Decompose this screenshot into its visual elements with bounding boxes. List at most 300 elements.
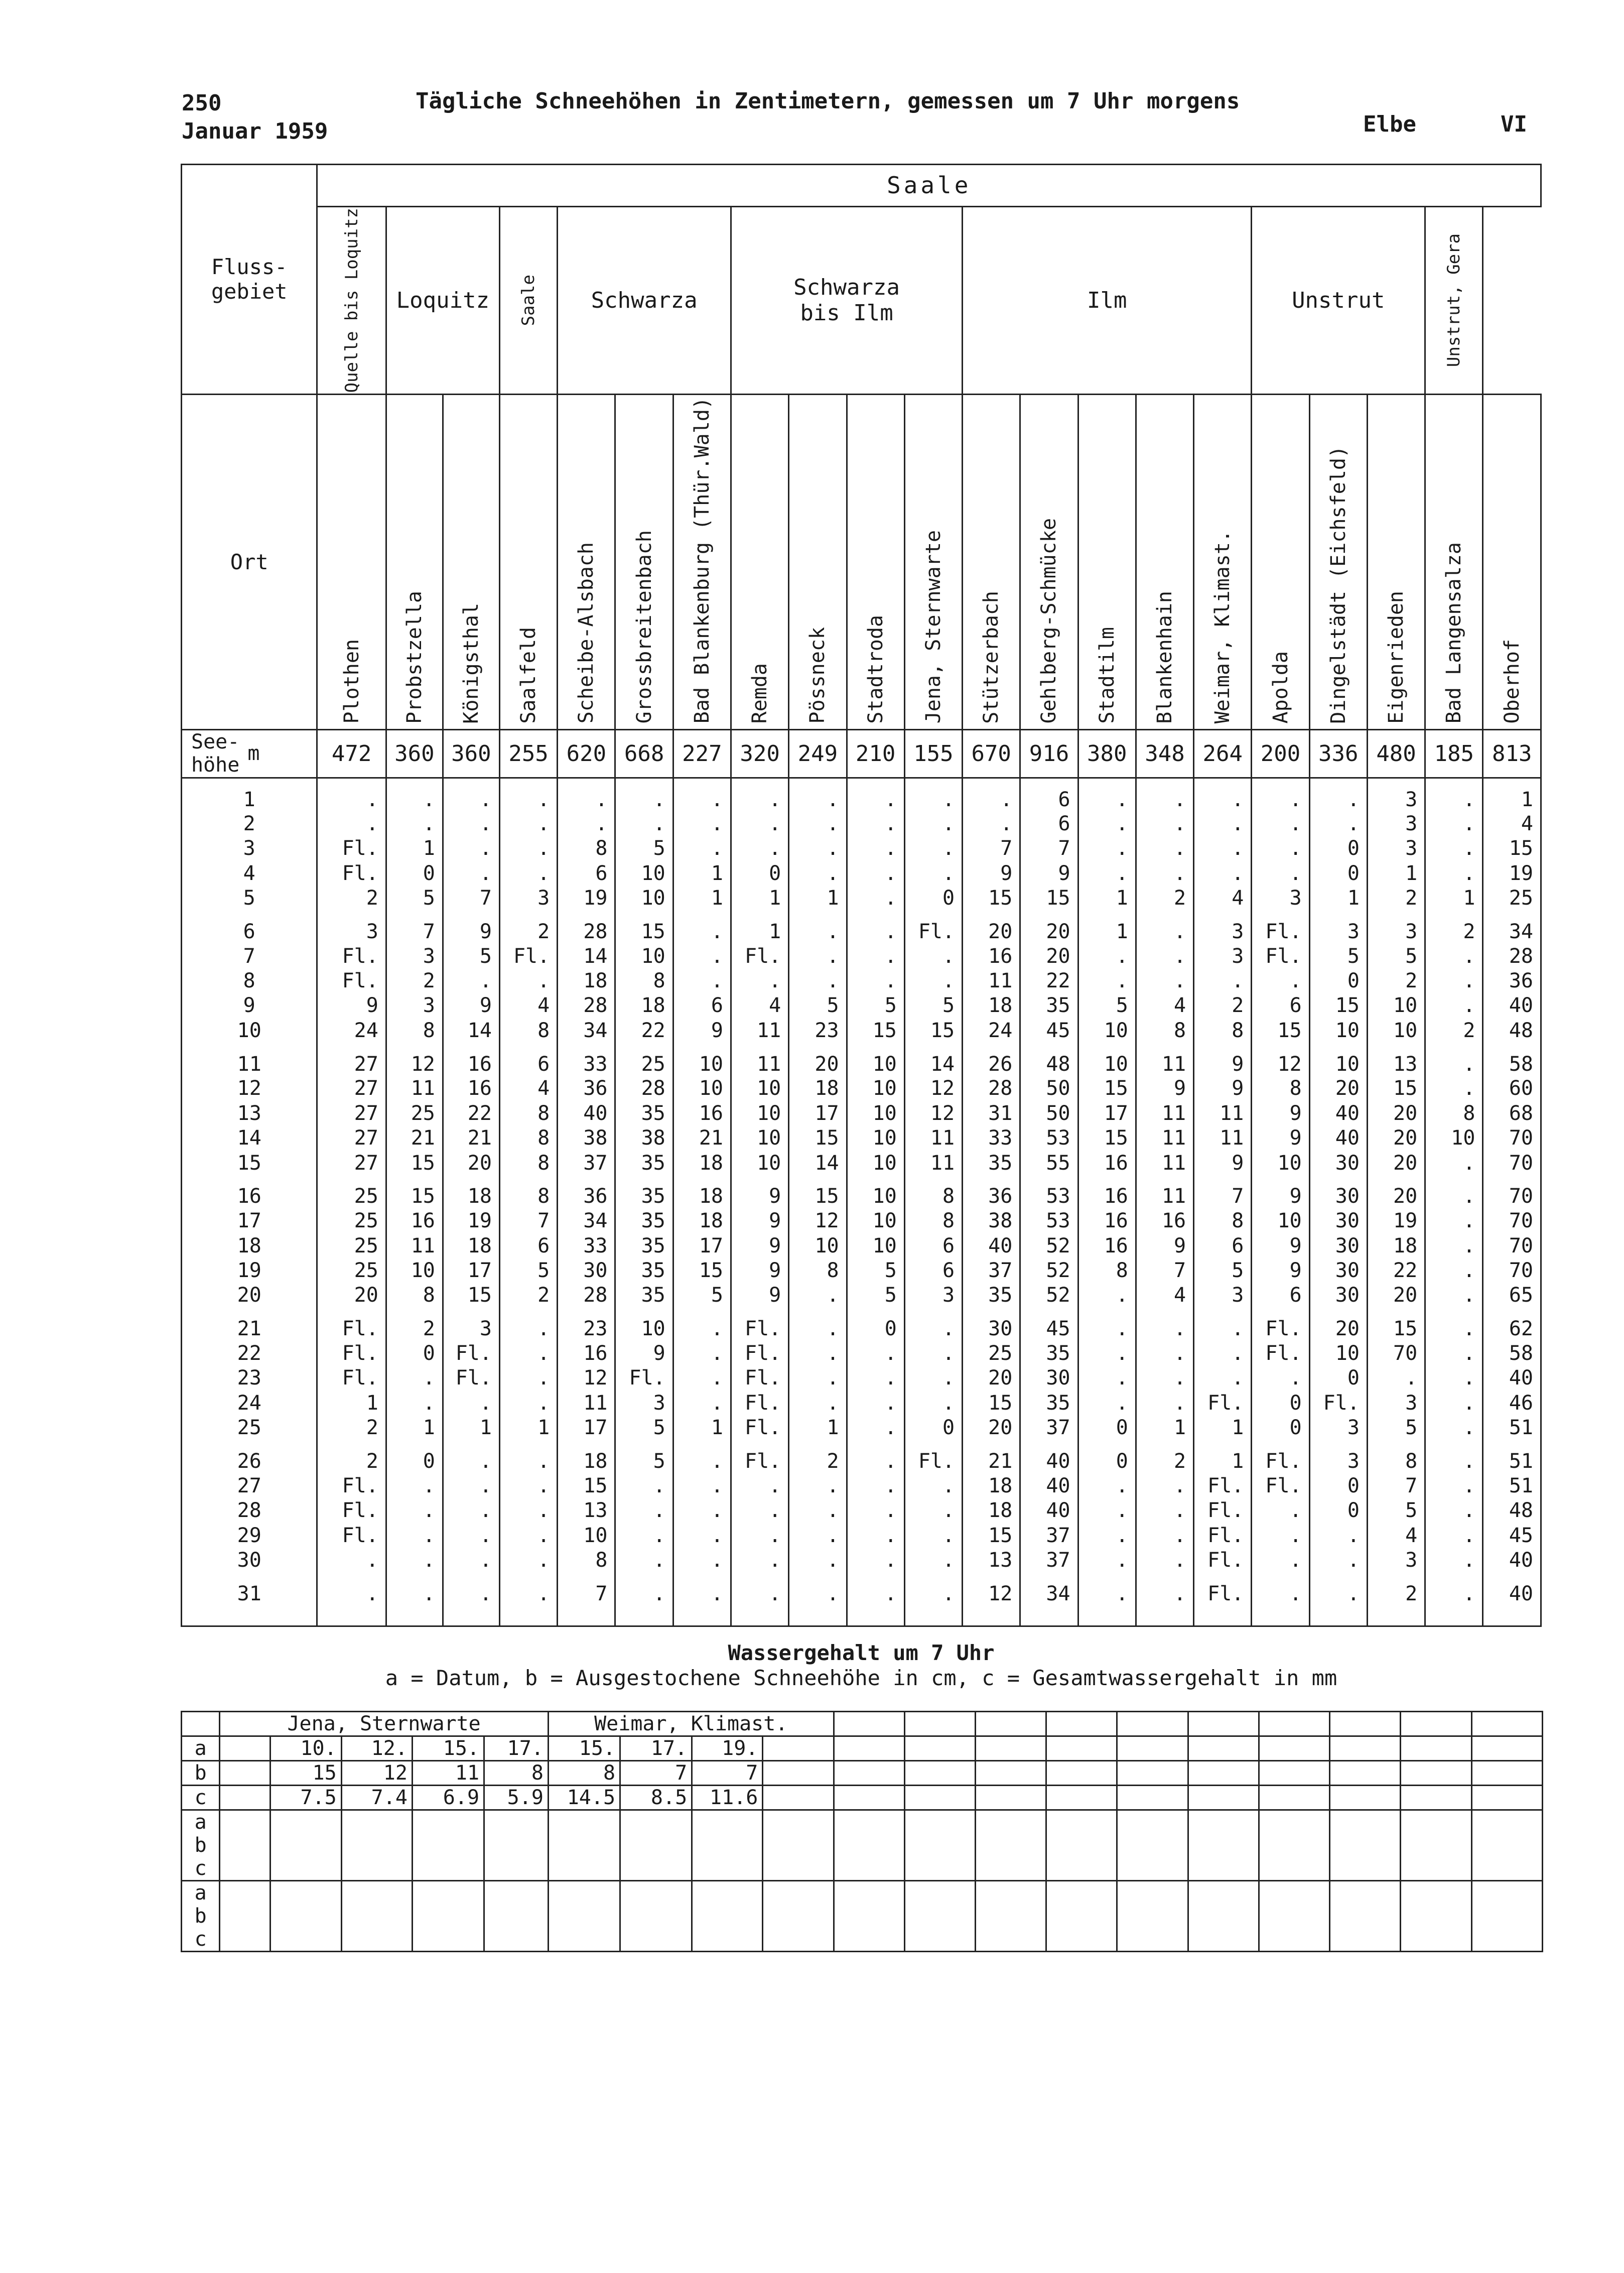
river-unstrut xyxy=(1252,206,1425,394)
water-empty-cell xyxy=(1188,1881,1259,1905)
water-empty-cell xyxy=(904,1736,975,1761)
snow-depth-cell: 51 xyxy=(1483,1473,1541,1498)
day-number: 30 xyxy=(182,1548,317,1572)
basin-label: Elbe xyxy=(1363,111,1416,137)
snow-depth-cell: 12 xyxy=(904,1101,962,1125)
snow-depth-cell: . xyxy=(443,1473,499,1498)
water-empty-cell xyxy=(976,1712,1046,1736)
snow-depth-cell: Fl. xyxy=(1194,1498,1252,1523)
station-elevation: 360 xyxy=(386,729,443,778)
snow-depth-cell: 9 xyxy=(1194,1043,1252,1076)
river-saale xyxy=(499,206,557,394)
spacer-cell xyxy=(731,1606,789,1626)
snow-depth-cell: 9 xyxy=(1252,1258,1309,1283)
water-empty-cell xyxy=(220,1928,270,1952)
water-content-table xyxy=(181,1711,1543,1952)
snow-depth-cell: 22 xyxy=(1367,1258,1425,1283)
snow-depth-cell: 15 xyxy=(386,1175,443,1208)
snow-depth-cell: 4 xyxy=(1194,886,1252,910)
meter-unit: m xyxy=(247,742,260,766)
snow-depth-cell: 7 xyxy=(558,1573,615,1606)
snow-depth-cell: Fl. xyxy=(1194,1473,1252,1498)
snow-depth-cell: . xyxy=(847,1548,904,1572)
day-row xyxy=(182,1548,1541,1572)
header-row-rivers xyxy=(182,206,1541,394)
snow-depth-cell: 27 xyxy=(317,1101,386,1125)
snow-depth-cell: . xyxy=(789,1283,847,1308)
snow-depth-cell: 2 xyxy=(386,1308,443,1341)
snow-depth-cell: . xyxy=(1425,1283,1483,1308)
snow-depth-cell: 10 xyxy=(1078,1018,1136,1043)
water-empty-cell xyxy=(341,1834,412,1857)
snow-depth-cell: . xyxy=(1309,1523,1367,1548)
snow-depth-cell: . xyxy=(615,778,673,811)
water-empty-cell xyxy=(1401,1834,1471,1857)
snow-depth-cell: 2 xyxy=(317,1440,386,1473)
snow-depth-cell: 25 xyxy=(317,1175,386,1208)
water-empty-cell xyxy=(834,1905,904,1928)
snow-depth-cell: 8 xyxy=(499,1018,557,1043)
snow-depth-cell: . xyxy=(558,811,615,836)
station-name: Saalfeld xyxy=(517,626,540,724)
snow-depth-cell: 7 xyxy=(1136,1258,1193,1283)
snow-depth-cell: 3 xyxy=(386,944,443,968)
snow-depth-cell: 14 xyxy=(904,1043,962,1076)
water-jena-cell: 5.9 xyxy=(484,1786,549,1810)
water-empty-cell xyxy=(834,1736,904,1761)
snow-depth-cell: 45 xyxy=(1020,1018,1078,1043)
snow-depth-cell: 8 xyxy=(499,1175,557,1208)
snow-depth-cell: 15 xyxy=(847,1018,904,1043)
water-row-b xyxy=(182,1761,1543,1786)
snow-depth-cell: . xyxy=(1136,1548,1193,1572)
snow-depth-cell: 3 xyxy=(1367,911,1425,944)
snow-depth-cell: 4 xyxy=(1136,1283,1193,1308)
snow-depth-cell: Fl. xyxy=(317,1523,386,1548)
water-row-label: b xyxy=(182,1761,220,1786)
day-row xyxy=(182,1018,1541,1043)
snow-depth-cell: 37 xyxy=(558,1151,615,1175)
snow-depth-cell: 3 xyxy=(1194,944,1252,968)
spacer-cell xyxy=(904,1606,962,1626)
volume-roman: VI xyxy=(1501,111,1527,137)
water-empty-cell xyxy=(1188,1761,1259,1786)
snow-depth-cell: . xyxy=(904,1573,962,1606)
snow-depth-cell: . xyxy=(1078,836,1136,860)
seehoehe-text: See- höhe xyxy=(191,730,240,777)
snow-depth-cell: 24 xyxy=(963,1018,1020,1043)
snow-depth-cell: 0 xyxy=(1309,1473,1367,1498)
snow-depth-cell: 35 xyxy=(615,1233,673,1258)
snow-depth-cell: Fl. xyxy=(317,1308,386,1341)
water-empty-cell xyxy=(1259,1786,1329,1810)
snow-depth-cell: 70 xyxy=(1483,1209,1541,1233)
snow-depth-cell: 10 xyxy=(847,1076,904,1101)
snow-depth-cell: . xyxy=(789,1473,847,1498)
water-weimar-cell: 17. xyxy=(620,1736,692,1761)
snow-depth-cell: 19 xyxy=(443,1209,499,1233)
snow-depth-cell: 38 xyxy=(615,1125,673,1150)
day-number: 9 xyxy=(182,993,317,1018)
snow-depth-cell: 38 xyxy=(963,1209,1020,1233)
snow-depth-cell: Fl. xyxy=(443,1366,499,1391)
snow-depth-cell: 15 xyxy=(789,1125,847,1150)
snow-depth-cell: 2 xyxy=(789,1440,847,1473)
water-empty-cell xyxy=(412,1857,484,1881)
river-unstrut-gera-text: Unstrut, Gera xyxy=(1444,233,1464,367)
snow-depth-cell: 8 xyxy=(904,1175,962,1208)
snow-depth-cell: 30 xyxy=(1309,1151,1367,1175)
snow-depth-cell: 33 xyxy=(963,1125,1020,1150)
water-empty-cell xyxy=(976,1786,1046,1810)
river-saale-text: Saale xyxy=(518,274,539,326)
snow-depth-cell: 7 xyxy=(386,911,443,944)
snow-depth-cell: . xyxy=(1309,811,1367,836)
snow-depth-cell: . xyxy=(673,836,731,860)
snow-depth-cell: 3 xyxy=(1194,911,1252,944)
snow-depth-cell: 5 xyxy=(615,836,673,860)
snow-depth-cell: . xyxy=(1425,1498,1483,1523)
snow-depth-cell: . xyxy=(731,1473,789,1498)
snow-depth-cell: . xyxy=(499,861,557,886)
day-row xyxy=(182,1341,1541,1365)
water-blank-row-c xyxy=(182,1928,1543,1952)
water-blank-row-a xyxy=(182,1810,1543,1834)
snow-depth-cell: 13 xyxy=(1367,1043,1425,1076)
snow-depth-cell: 0 xyxy=(386,861,443,886)
snow-depth-cell: 52 xyxy=(1020,1283,1078,1308)
snow-depth-cell: 24 xyxy=(317,1018,386,1043)
snow-depth-cell: 46 xyxy=(1483,1391,1541,1415)
snow-depth-cell: 10 xyxy=(673,1076,731,1101)
water-empty-cell xyxy=(270,1857,341,1881)
snow-depth-cell: 35 xyxy=(1020,993,1078,1018)
snow-depth-cell: 6 xyxy=(499,1233,557,1258)
snow-depth-cell: 35 xyxy=(963,1151,1020,1175)
station-name: Weimar, Klimast. xyxy=(1211,530,1235,724)
snow-depth-cell: 33 xyxy=(558,1043,615,1076)
snow-depth-cell: 17 xyxy=(789,1101,847,1125)
snow-depth-cell: . xyxy=(731,968,789,993)
snow-depth-cell: 17 xyxy=(443,1258,499,1283)
water-empty-cell xyxy=(341,1857,412,1881)
water-empty-cell xyxy=(620,1928,692,1952)
snow-depth-cell: 1 xyxy=(1483,778,1541,811)
water-empty-cell xyxy=(270,1810,341,1834)
snow-depth-cell: . xyxy=(1425,968,1483,993)
snow-depth-cell: 9 xyxy=(731,1283,789,1308)
day-number: 8 xyxy=(182,968,317,993)
snow-depth-cell: . xyxy=(1252,861,1309,886)
snow-depth-cell: 51 xyxy=(1483,1440,1541,1473)
snow-depth-cell: . xyxy=(1425,1366,1483,1391)
day-row xyxy=(182,1283,1541,1308)
snow-depth-cell: . xyxy=(615,1573,673,1606)
station-elevation: 670 xyxy=(963,729,1020,778)
snow-depth-cell: . xyxy=(615,1523,673,1548)
snow-depth-cell: . xyxy=(673,811,731,836)
station-elevation: 668 xyxy=(615,729,673,778)
snow-depth-cell: 70 xyxy=(1483,1125,1541,1150)
snow-depth-cell: 13 xyxy=(558,1498,615,1523)
snow-depth-cell: . xyxy=(1078,811,1136,836)
water-blank-row-a xyxy=(182,1881,1543,1905)
day-number: 25 xyxy=(182,1415,317,1440)
station-elevation: 916 xyxy=(1020,729,1078,778)
snow-depth-cell: . xyxy=(386,811,443,836)
snow-depth-cell: 5 xyxy=(499,1258,557,1283)
day-row xyxy=(182,1415,1541,1440)
day-number: 27 xyxy=(182,1473,317,1498)
water-empty-cell xyxy=(548,1810,620,1834)
snow-depth-cell: Fl. xyxy=(615,1366,673,1391)
snow-depth-cell: Fl. xyxy=(1194,1391,1252,1415)
snow-depth-cell: 52 xyxy=(1020,1233,1078,1258)
water-empty-cell xyxy=(1188,1736,1259,1761)
station-name: Dingelstädt (Eichsfeld) xyxy=(1326,445,1350,724)
snow-depth-cell: . xyxy=(673,1523,731,1548)
snow-depth-cell: . xyxy=(1425,1391,1483,1415)
snow-depth-cell: . xyxy=(443,811,499,836)
water-empty-cell xyxy=(1471,1761,1542,1786)
snow-depth-cell: 5 xyxy=(615,1415,673,1440)
station-header xyxy=(1367,394,1425,729)
water-empty-cell xyxy=(763,1928,834,1952)
snow-depth-cell: 48 xyxy=(1020,1043,1078,1076)
water-empty-cell xyxy=(1188,1928,1259,1952)
snow-depth-cell: . xyxy=(1425,1076,1483,1101)
snow-depth-cell: 2 xyxy=(317,886,386,910)
snow-depth-cell: . xyxy=(1425,1523,1483,1548)
water-empty-cell xyxy=(1401,1905,1471,1928)
snow-depth-cell: . xyxy=(1309,1548,1367,1572)
water-empty-cell xyxy=(904,1928,975,1952)
snow-depth-cell: 31 xyxy=(963,1101,1020,1125)
spacer-cell xyxy=(558,1606,615,1626)
snow-depth-cell: . xyxy=(673,1341,731,1365)
water-empty-cell xyxy=(1046,1761,1117,1786)
snow-depth-cell: 1 xyxy=(386,1415,443,1440)
water-empty-cell xyxy=(904,1761,975,1786)
snow-depth-cell: . xyxy=(317,1573,386,1606)
snow-depth-cell: 1 xyxy=(673,1415,731,1440)
snow-depth-cell: . xyxy=(789,1523,847,1548)
spacer-cell xyxy=(1136,1606,1193,1626)
snow-depth-cell: . xyxy=(499,1341,557,1365)
spacer-cell xyxy=(182,1606,317,1626)
snow-depth-cell: 6 xyxy=(904,1258,962,1283)
snow-depth-cell: 8 xyxy=(558,836,615,860)
water-empty-cell xyxy=(1330,1905,1401,1928)
water-empty-cell xyxy=(620,1905,692,1928)
day-number: 20 xyxy=(182,1283,317,1308)
snow-depth-cell: . xyxy=(847,1498,904,1523)
snow-depth-cell: . xyxy=(673,1473,731,1498)
station-name: Königsthal xyxy=(459,602,483,724)
water-empty-cell xyxy=(1046,1736,1117,1761)
snow-depth-cell: 62 xyxy=(1483,1308,1541,1341)
snow-depth-cell: 0 xyxy=(1078,1415,1136,1440)
snow-depth-cell: 40 xyxy=(1309,1125,1367,1150)
snow-depth-cell: 10 xyxy=(673,1043,731,1076)
water-empty-cell xyxy=(1471,1905,1542,1928)
snow-depth-cell: 11 xyxy=(1136,1043,1193,1076)
snow-depth-cell: 25 xyxy=(963,1341,1020,1365)
snow-depth-cell: . xyxy=(1078,1548,1136,1572)
snow-depth-cell: 14 xyxy=(789,1151,847,1175)
water-empty-cell xyxy=(763,1857,834,1881)
snow-depth-cell: . xyxy=(386,1473,443,1498)
snow-depth-cell: . xyxy=(847,1473,904,1498)
snow-depth-cell: 7 xyxy=(443,886,499,910)
station-name: Eigenrieden xyxy=(1385,590,1408,724)
snow-depth-cell: . xyxy=(317,778,386,811)
station-elevation: 200 xyxy=(1252,729,1309,778)
snow-depth-cell: 30 xyxy=(1309,1283,1367,1308)
water-empty-cell xyxy=(1188,1786,1259,1810)
snow-depth-cell: . xyxy=(1194,1308,1252,1341)
snow-depth-cell: . xyxy=(904,1391,962,1415)
day-row xyxy=(182,1573,1541,1606)
snow-depth-cell: 12 xyxy=(386,1043,443,1076)
snow-depth-cell: . xyxy=(499,778,557,811)
water-empty-cell xyxy=(834,1857,904,1881)
snow-depth-cell: 28 xyxy=(558,1283,615,1308)
station-elevation: 210 xyxy=(847,729,904,778)
spacer-cell xyxy=(1367,1606,1425,1626)
snow-depth-cell: . xyxy=(1194,836,1252,860)
water-empty-cell xyxy=(620,1810,692,1834)
snow-depth-cell: 18 xyxy=(558,968,615,993)
snow-depth-cell: 35 xyxy=(1020,1341,1078,1365)
snow-depth-cell: 2 xyxy=(1136,1440,1193,1473)
water-empty-cell xyxy=(763,1761,834,1786)
snow-depth-cell: 3 xyxy=(1367,1548,1425,1572)
snow-depth-cell: . xyxy=(499,1523,557,1548)
snow-depth-cell: . xyxy=(1194,1366,1252,1391)
snow-depth-cell: 34 xyxy=(1483,911,1541,944)
snow-depth-cell: 10 xyxy=(731,1076,789,1101)
snow-depth-cell: 3 xyxy=(1367,836,1425,860)
snow-depth-cell: . xyxy=(789,836,847,860)
snow-depth-cell: 68 xyxy=(1483,1101,1541,1125)
snow-depth-cell: 15 xyxy=(1483,836,1541,860)
station-elevation: 813 xyxy=(1483,729,1541,778)
snow-depth-cell: . xyxy=(1136,1498,1193,1523)
snow-depth-cell: 10 xyxy=(847,1233,904,1258)
water-empty-cell xyxy=(270,1881,341,1905)
water-empty-cell xyxy=(976,1834,1046,1857)
snow-depth-cell: 2 xyxy=(1367,968,1425,993)
water-row-label: a xyxy=(182,1736,220,1761)
snow-depth-cell: 3 xyxy=(615,1391,673,1415)
snow-depth-cell: 2 xyxy=(317,1415,386,1440)
day-number: 5 xyxy=(182,886,317,910)
snow-depth-cell: 45 xyxy=(1020,1308,1078,1341)
snow-depth-cell: . xyxy=(1309,778,1367,811)
snow-depth-cell: 26 xyxy=(963,1043,1020,1076)
snow-depth-cell: 11 xyxy=(1136,1125,1193,1150)
snow-depth-cell: . xyxy=(789,1498,847,1523)
snow-depth-cell: 5 xyxy=(847,1258,904,1283)
snow-depth-cell: 35 xyxy=(615,1151,673,1175)
snow-depth-cell: 10 xyxy=(847,1209,904,1233)
snow-depth-cell: . xyxy=(499,1391,557,1415)
water-empty-cell xyxy=(834,1712,904,1736)
water-empty-cell xyxy=(763,1736,834,1761)
river-loquitz xyxy=(386,206,499,394)
snow-depth-cell: 1 xyxy=(1194,1415,1252,1440)
snow-depth-cell: 1 xyxy=(443,1415,499,1440)
water-empty-cell xyxy=(692,1881,763,1905)
water-empty-cell xyxy=(692,1834,763,1857)
water-empty-cell xyxy=(976,1881,1046,1905)
snow-depth-cell: 30 xyxy=(963,1308,1020,1341)
spacer-cell xyxy=(963,1606,1020,1626)
snow-depth-cell: 19 xyxy=(558,886,615,910)
snow-depth-cell: . xyxy=(789,1573,847,1606)
snow-depth-cell: 12 xyxy=(558,1366,615,1391)
day-number: 28 xyxy=(182,1498,317,1523)
snow-depth-cell: 12 xyxy=(1252,1043,1309,1076)
station-elevation: 380 xyxy=(1078,729,1136,778)
snow-depth-cell: Fl. xyxy=(731,1366,789,1391)
snow-depth-cell: 6 xyxy=(499,1043,557,1076)
station-header xyxy=(1194,394,1252,729)
spacer-cell xyxy=(499,1606,557,1626)
snow-depth-cell: . xyxy=(904,1366,962,1391)
station-header xyxy=(317,394,386,729)
snow-depth-cell: 25 xyxy=(615,1043,673,1076)
snow-depth-cell: . xyxy=(904,1341,962,1365)
snow-depth-cell: 25 xyxy=(317,1209,386,1233)
snow-depth-cell: . xyxy=(499,1573,557,1606)
snow-depth-cell: Fl. xyxy=(731,1415,789,1440)
snow-depth-cell: 21 xyxy=(386,1125,443,1150)
water-empty-cell xyxy=(220,1881,270,1905)
snow-depth-cell: 4 xyxy=(499,993,557,1018)
station-name: Plothen xyxy=(340,639,363,724)
snow-depth-cell: . xyxy=(904,811,962,836)
water-weimar-cell: 11.6 xyxy=(692,1786,763,1810)
snow-depth-cell: 5 xyxy=(1367,1498,1425,1523)
water-empty-cell xyxy=(1188,1857,1259,1881)
snow-depth-cell: . xyxy=(1136,911,1193,944)
water-empty-cell xyxy=(1259,1736,1329,1761)
page-number: 250 xyxy=(182,90,222,116)
snow-depth-cell: 34 xyxy=(558,1209,615,1233)
water-empty-cell xyxy=(548,1905,620,1928)
station-name: Oberhof xyxy=(1500,639,1524,724)
snow-depth-cell: . xyxy=(904,778,962,811)
snow-depth-cell: 9 xyxy=(443,911,499,944)
water-row-label: c xyxy=(182,1928,220,1952)
snow-depth-cell: 17 xyxy=(1078,1101,1136,1125)
snow-depth-cell: 18 xyxy=(673,1151,731,1175)
snow-depth-cell: . xyxy=(1136,944,1193,968)
day-number: 4 xyxy=(182,861,317,886)
snow-depth-cell: 15 xyxy=(904,1018,962,1043)
water-empty-cell xyxy=(1330,1928,1401,1952)
snow-depth-cell: 11 xyxy=(904,1125,962,1150)
snow-depth-cell: . xyxy=(1425,861,1483,886)
snow-depth-cell: 11 xyxy=(731,1018,789,1043)
snow-depth-cell: 15 xyxy=(963,1391,1020,1415)
water-empty-cell xyxy=(834,1928,904,1952)
snow-depth-cell: 27 xyxy=(317,1151,386,1175)
snow-depth-cell: . xyxy=(963,811,1020,836)
snow-depth-cell: 4 xyxy=(1136,993,1193,1018)
